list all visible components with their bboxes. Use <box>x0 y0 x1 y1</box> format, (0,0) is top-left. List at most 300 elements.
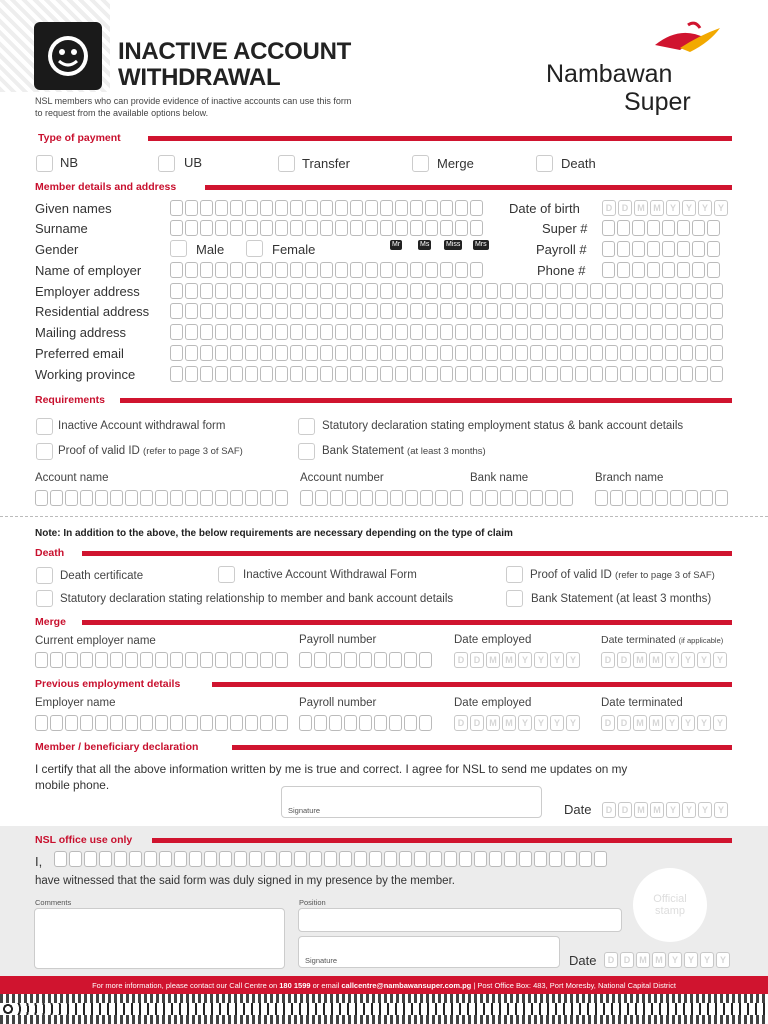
char-box[interactable] <box>339 851 352 867</box>
char-box[interactable] <box>410 220 423 236</box>
merge-date-terminated-field[interactable] <box>601 652 727 668</box>
char-box[interactable] <box>200 715 213 731</box>
char-box[interactable] <box>404 715 417 731</box>
char-box[interactable] <box>365 283 378 299</box>
char-box[interactable] <box>625 490 638 506</box>
char-box[interactable] <box>575 283 588 299</box>
char-box[interactable] <box>350 200 363 216</box>
char-box[interactable] <box>200 652 213 668</box>
char-box[interactable] <box>369 851 382 867</box>
char-box[interactable] <box>534 851 547 867</box>
death-statutory-declaration-checkbox[interactable] <box>36 590 53 607</box>
char-box[interactable] <box>170 303 183 319</box>
char-box[interactable] <box>707 220 720 236</box>
char-box[interactable] <box>275 262 288 278</box>
char-box[interactable] <box>617 262 630 278</box>
char-box[interactable] <box>365 303 378 319</box>
char-box[interactable] <box>80 490 93 506</box>
date-digit-box[interactable]: Y <box>550 652 564 668</box>
char-box[interactable] <box>680 283 693 299</box>
char-box[interactable] <box>470 200 483 216</box>
char-box[interactable] <box>564 851 577 867</box>
char-box[interactable] <box>170 345 183 361</box>
office-date-field[interactable] <box>604 952 730 968</box>
char-box[interactable] <box>279 851 292 867</box>
char-box[interactable] <box>200 345 213 361</box>
date-digit-box[interactable]: Y <box>697 715 711 731</box>
char-box[interactable] <box>350 366 363 382</box>
char-box[interactable] <box>470 366 483 382</box>
char-box[interactable] <box>429 851 442 867</box>
char-box[interactable] <box>470 303 483 319</box>
char-box[interactable] <box>299 652 312 668</box>
char-box[interactable] <box>260 283 273 299</box>
char-box[interactable] <box>315 490 328 506</box>
req-valid-id-checkbox[interactable] <box>36 443 53 460</box>
char-box[interactable] <box>200 220 213 236</box>
date-digit-box[interactable]: D <box>454 715 468 731</box>
char-box[interactable] <box>695 345 708 361</box>
death-valid-id-checkbox[interactable] <box>506 566 523 583</box>
char-box[interactable] <box>620 303 633 319</box>
char-box[interactable] <box>485 283 498 299</box>
char-box[interactable] <box>230 324 243 340</box>
char-box[interactable] <box>50 652 63 668</box>
char-box[interactable] <box>594 851 607 867</box>
char-box[interactable] <box>530 283 543 299</box>
char-box[interactable] <box>50 715 63 731</box>
footer-phone[interactable]: 180 1599 <box>279 980 311 990</box>
residential-address-field[interactable] <box>170 303 723 319</box>
char-box[interactable] <box>245 200 258 216</box>
char-box[interactable] <box>260 303 273 319</box>
char-box[interactable] <box>320 283 333 299</box>
date-digit-box[interactable]: M <box>636 952 650 968</box>
declaration-date-field[interactable] <box>602 802 728 818</box>
payment-ub-checkbox[interactable] <box>158 155 175 172</box>
char-box[interactable] <box>515 366 528 382</box>
char-box[interactable] <box>329 715 342 731</box>
char-box[interactable] <box>35 490 48 506</box>
char-box[interactable] <box>500 366 513 382</box>
char-box[interactable] <box>590 303 603 319</box>
char-box[interactable] <box>470 262 483 278</box>
char-box[interactable] <box>245 715 258 731</box>
char-box[interactable] <box>50 490 63 506</box>
char-box[interactable] <box>200 324 213 340</box>
char-box[interactable] <box>595 490 608 506</box>
char-box[interactable] <box>662 241 675 257</box>
date-digit-box[interactable]: M <box>486 652 500 668</box>
char-box[interactable] <box>425 303 438 319</box>
char-box[interactable] <box>530 324 543 340</box>
char-box[interactable] <box>635 324 648 340</box>
char-box[interactable] <box>275 303 288 319</box>
char-box[interactable] <box>215 262 228 278</box>
date-digit-box[interactable]: Y <box>714 200 728 216</box>
char-box[interactable] <box>389 715 402 731</box>
char-box[interactable] <box>650 366 663 382</box>
char-box[interactable] <box>380 200 393 216</box>
char-box[interactable] <box>455 262 468 278</box>
char-box[interactable] <box>632 262 645 278</box>
char-box[interactable] <box>185 262 198 278</box>
char-box[interactable] <box>395 200 408 216</box>
char-box[interactable] <box>380 220 393 236</box>
char-box[interactable] <box>324 851 337 867</box>
char-box[interactable] <box>230 652 243 668</box>
footer-email-link[interactable]: callcentre@nambawansuper.com.pg <box>341 980 472 990</box>
char-box[interactable] <box>320 366 333 382</box>
char-box[interactable] <box>170 490 183 506</box>
char-box[interactable] <box>350 345 363 361</box>
char-box[interactable] <box>230 303 243 319</box>
char-box[interactable] <box>260 715 273 731</box>
prev-payroll-number-field[interactable] <box>299 715 432 731</box>
char-box[interactable] <box>515 345 528 361</box>
char-box[interactable] <box>125 652 138 668</box>
date-digit-box[interactable]: Y <box>716 952 730 968</box>
title-ms-option[interactable]: Ms <box>420 241 430 248</box>
char-box[interactable] <box>350 220 363 236</box>
date-digit-box[interactable]: M <box>634 802 648 818</box>
char-box[interactable] <box>335 220 348 236</box>
char-box[interactable] <box>260 324 273 340</box>
char-box[interactable] <box>215 366 228 382</box>
char-box[interactable] <box>419 652 432 668</box>
char-box[interactable] <box>680 303 693 319</box>
preferred-email-field[interactable] <box>170 345 723 361</box>
char-box[interactable] <box>260 262 273 278</box>
char-box[interactable] <box>515 490 528 506</box>
char-box[interactable] <box>305 262 318 278</box>
char-box[interactable] <box>500 283 513 299</box>
char-box[interactable] <box>695 366 708 382</box>
char-box[interactable] <box>410 283 423 299</box>
char-box[interactable] <box>260 200 273 216</box>
char-box[interactable] <box>305 345 318 361</box>
char-box[interactable] <box>395 262 408 278</box>
char-box[interactable] <box>455 324 468 340</box>
char-box[interactable] <box>632 241 645 257</box>
date-digit-box[interactable]: Y <box>698 802 712 818</box>
char-box[interactable] <box>275 220 288 236</box>
char-box[interactable] <box>125 490 138 506</box>
char-box[interactable] <box>485 324 498 340</box>
char-box[interactable] <box>620 366 633 382</box>
char-box[interactable] <box>84 851 97 867</box>
char-box[interactable] <box>185 324 198 340</box>
date-digit-box[interactable]: M <box>649 652 663 668</box>
char-box[interactable] <box>404 652 417 668</box>
date-digit-box[interactable]: D <box>604 952 618 968</box>
char-box[interactable] <box>375 490 388 506</box>
char-box[interactable] <box>620 324 633 340</box>
char-box[interactable] <box>110 490 123 506</box>
char-box[interactable] <box>215 324 228 340</box>
char-box[interactable] <box>320 303 333 319</box>
char-box[interactable] <box>144 851 157 867</box>
mailing-address-field[interactable] <box>170 324 723 340</box>
char-box[interactable] <box>715 490 728 506</box>
char-box[interactable] <box>530 490 543 506</box>
char-box[interactable] <box>485 303 498 319</box>
char-box[interactable] <box>275 715 288 731</box>
char-box[interactable] <box>305 220 318 236</box>
char-box[interactable] <box>500 324 513 340</box>
char-box[interactable] <box>677 262 690 278</box>
char-box[interactable] <box>374 715 387 731</box>
char-box[interactable] <box>260 366 273 382</box>
char-box[interactable] <box>320 200 333 216</box>
char-box[interactable] <box>575 345 588 361</box>
char-box[interactable] <box>185 220 198 236</box>
req-statutory-declaration-checkbox[interactable] <box>298 418 315 435</box>
char-box[interactable] <box>380 345 393 361</box>
char-box[interactable] <box>110 652 123 668</box>
req-withdrawal-form-checkbox[interactable] <box>36 418 53 435</box>
char-box[interactable] <box>605 345 618 361</box>
char-box[interactable] <box>69 851 82 867</box>
char-box[interactable] <box>335 262 348 278</box>
char-box[interactable] <box>680 366 693 382</box>
char-box[interactable] <box>620 283 633 299</box>
char-box[interactable] <box>200 490 213 506</box>
char-box[interactable] <box>335 200 348 216</box>
date-digit-box[interactable]: Y <box>518 652 532 668</box>
char-box[interactable] <box>425 283 438 299</box>
char-box[interactable] <box>260 652 273 668</box>
char-box[interactable] <box>110 715 123 731</box>
char-box[interactable] <box>350 324 363 340</box>
date-digit-box[interactable]: D <box>470 715 484 731</box>
char-box[interactable] <box>170 715 183 731</box>
char-box[interactable] <box>170 366 183 382</box>
char-box[interactable] <box>425 345 438 361</box>
name-of-employer-field[interactable] <box>170 262 483 278</box>
char-box[interactable] <box>345 490 358 506</box>
char-box[interactable] <box>230 715 243 731</box>
prev-employer-name-field[interactable] <box>35 715 288 731</box>
char-box[interactable] <box>635 283 648 299</box>
char-box[interactable] <box>185 345 198 361</box>
char-box[interactable] <box>474 851 487 867</box>
char-box[interactable] <box>590 366 603 382</box>
char-box[interactable] <box>692 241 705 257</box>
char-box[interactable] <box>640 490 653 506</box>
date-digit-box[interactable]: D <box>620 952 634 968</box>
char-box[interactable] <box>230 262 243 278</box>
char-box[interactable] <box>440 283 453 299</box>
date-digit-box[interactable]: Y <box>550 715 564 731</box>
char-box[interactable] <box>365 345 378 361</box>
date-digit-box[interactable]: Y <box>666 200 680 216</box>
date-digit-box[interactable]: Y <box>534 715 548 731</box>
char-box[interactable] <box>260 490 273 506</box>
date-digit-box[interactable]: M <box>650 200 664 216</box>
char-box[interactable] <box>204 851 217 867</box>
char-box[interactable] <box>610 490 623 506</box>
witness-name-field[interactable] <box>54 851 607 867</box>
char-box[interactable] <box>515 324 528 340</box>
char-box[interactable] <box>245 262 258 278</box>
char-box[interactable] <box>95 652 108 668</box>
char-box[interactable] <box>425 262 438 278</box>
char-box[interactable] <box>320 324 333 340</box>
char-box[interactable] <box>335 283 348 299</box>
char-box[interactable] <box>545 345 558 361</box>
date-digit-box[interactable]: Y <box>534 652 548 668</box>
char-box[interactable] <box>485 490 498 506</box>
date-digit-box[interactable]: Y <box>713 652 727 668</box>
given-names-field[interactable] <box>170 200 483 216</box>
char-box[interactable] <box>650 345 663 361</box>
char-box[interactable] <box>200 262 213 278</box>
char-box[interactable] <box>590 345 603 361</box>
char-box[interactable] <box>647 262 660 278</box>
char-box[interactable] <box>245 283 258 299</box>
char-box[interactable] <box>680 324 693 340</box>
date-digit-box[interactable]: D <box>618 802 632 818</box>
char-box[interactable] <box>245 366 258 382</box>
char-box[interactable] <box>140 490 153 506</box>
char-box[interactable] <box>320 220 333 236</box>
char-box[interactable] <box>710 283 723 299</box>
char-box[interactable] <box>650 303 663 319</box>
date-digit-box[interactable]: D <box>618 200 632 216</box>
char-box[interactable] <box>185 200 198 216</box>
char-box[interactable] <box>359 652 372 668</box>
prev-date-terminated-field[interactable] <box>601 715 727 731</box>
char-box[interactable] <box>230 283 243 299</box>
date-digit-box[interactable]: M <box>650 802 664 818</box>
char-box[interactable] <box>140 715 153 731</box>
char-box[interactable] <box>485 345 498 361</box>
char-box[interactable] <box>185 652 198 668</box>
char-box[interactable] <box>410 303 423 319</box>
char-box[interactable] <box>414 851 427 867</box>
char-box[interactable] <box>632 220 645 236</box>
char-box[interactable] <box>455 283 468 299</box>
char-box[interactable] <box>620 345 633 361</box>
prev-date-employed-field[interactable] <box>454 715 580 731</box>
branch-name-field[interactable] <box>595 490 728 506</box>
gender-male-checkbox[interactable] <box>170 240 187 257</box>
char-box[interactable] <box>215 220 228 236</box>
char-box[interactable] <box>305 366 318 382</box>
char-box[interactable] <box>500 303 513 319</box>
current-employer-field[interactable] <box>35 652 288 668</box>
char-box[interactable] <box>410 366 423 382</box>
char-box[interactable] <box>707 262 720 278</box>
char-box[interactable] <box>455 366 468 382</box>
date-digit-box[interactable]: M <box>502 652 516 668</box>
date-digit-box[interactable]: Y <box>665 715 679 731</box>
char-box[interactable] <box>545 283 558 299</box>
char-box[interactable] <box>290 220 303 236</box>
char-box[interactable] <box>365 262 378 278</box>
char-box[interactable] <box>95 490 108 506</box>
date-digit-box[interactable]: Y <box>682 802 696 818</box>
char-box[interactable] <box>650 283 663 299</box>
char-box[interactable] <box>215 715 228 731</box>
date-digit-box[interactable]: Y <box>681 715 695 731</box>
char-box[interactable] <box>470 220 483 236</box>
death-certificate-checkbox[interactable] <box>36 567 53 584</box>
payment-death-checkbox[interactable] <box>536 155 553 172</box>
char-box[interactable] <box>275 324 288 340</box>
char-box[interactable] <box>245 490 258 506</box>
char-box[interactable] <box>170 262 183 278</box>
date-digit-box[interactable]: Y <box>681 652 695 668</box>
char-box[interactable] <box>230 490 243 506</box>
char-box[interactable] <box>399 851 412 867</box>
char-box[interactable] <box>395 283 408 299</box>
char-box[interactable] <box>692 220 705 236</box>
char-box[interactable] <box>440 324 453 340</box>
date-digit-box[interactable]: D <box>602 802 616 818</box>
char-box[interactable] <box>389 652 402 668</box>
char-box[interactable] <box>605 303 618 319</box>
char-box[interactable] <box>655 490 668 506</box>
date-digit-box[interactable]: Y <box>665 652 679 668</box>
char-box[interactable] <box>602 220 615 236</box>
comments-field[interactable] <box>34 908 285 969</box>
char-box[interactable] <box>230 345 243 361</box>
char-box[interactable] <box>470 324 483 340</box>
date-of-birth-field[interactable] <box>602 200 728 216</box>
char-box[interactable] <box>245 303 258 319</box>
char-box[interactable] <box>395 324 408 340</box>
char-box[interactable] <box>300 490 313 506</box>
char-box[interactable] <box>350 303 363 319</box>
char-box[interactable] <box>647 241 660 257</box>
char-box[interactable] <box>245 220 258 236</box>
char-box[interactable] <box>710 324 723 340</box>
date-digit-box[interactable]: M <box>652 952 666 968</box>
char-box[interactable] <box>99 851 112 867</box>
char-box[interactable] <box>125 715 138 731</box>
char-box[interactable] <box>444 851 457 867</box>
date-digit-box[interactable]: M <box>649 715 663 731</box>
char-box[interactable] <box>455 220 468 236</box>
char-box[interactable] <box>305 303 318 319</box>
date-digit-box[interactable]: D <box>602 200 616 216</box>
char-box[interactable] <box>665 366 678 382</box>
char-box[interactable] <box>455 345 468 361</box>
payment-merge-checkbox[interactable] <box>412 155 429 172</box>
char-box[interactable] <box>80 715 93 731</box>
char-box[interactable] <box>360 490 373 506</box>
char-box[interactable] <box>200 283 213 299</box>
char-box[interactable] <box>617 241 630 257</box>
char-box[interactable] <box>230 200 243 216</box>
char-box[interactable] <box>405 490 418 506</box>
char-box[interactable] <box>685 490 698 506</box>
char-box[interactable] <box>264 851 277 867</box>
char-box[interactable] <box>635 366 648 382</box>
char-box[interactable] <box>545 366 558 382</box>
char-box[interactable] <box>700 490 713 506</box>
char-box[interactable] <box>530 345 543 361</box>
char-box[interactable] <box>560 366 573 382</box>
date-digit-box[interactable]: Y <box>684 952 698 968</box>
char-box[interactable] <box>380 324 393 340</box>
date-digit-box[interactable]: Y <box>700 952 714 968</box>
char-box[interactable] <box>665 303 678 319</box>
char-box[interactable] <box>459 851 472 867</box>
char-box[interactable] <box>155 490 168 506</box>
